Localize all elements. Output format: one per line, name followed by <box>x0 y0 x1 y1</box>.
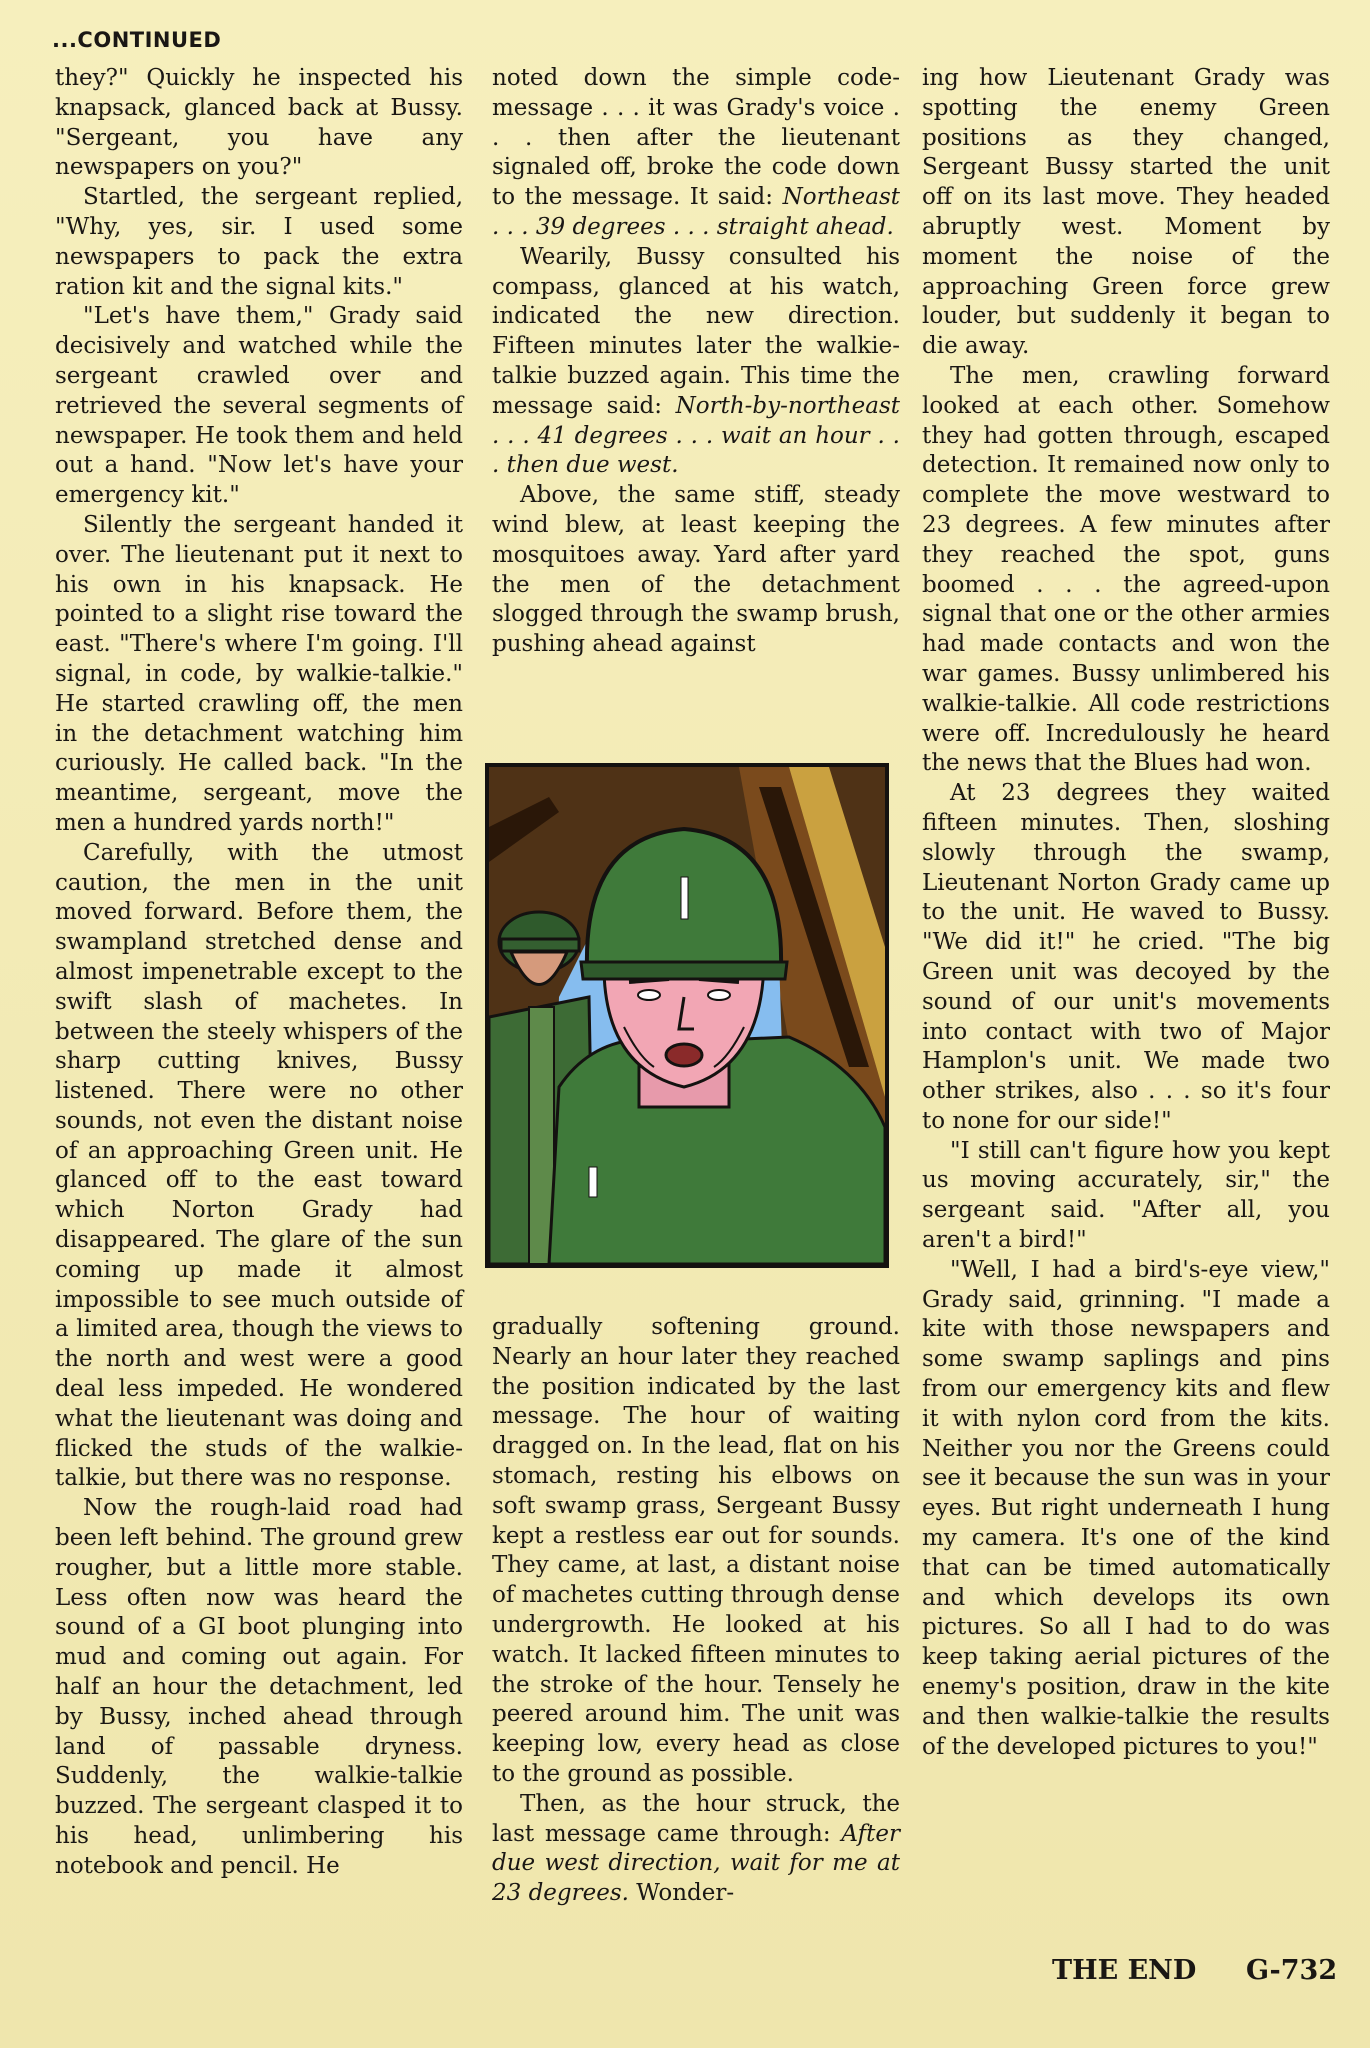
paragraph: The men, crawling forward looked at each other. Somehow they had gotten through, escaped detection. It remained now only to complete the move westward to 23 degrees. A few minutes after they reached the spot, guns boomed . . . the agreed-upon signal that one or the other armies had made contacts and won the war games. Bussy unlimbered his walkie-talkie. All code restrictions were off. Incredulously he heard the news that the Blues had won. <box>922 362 1330 777</box>
paragraph-text: Wearily, Bussy consulted his compass, glanced at his watch, indicated the new direction. Fifteen minutes later the walkie-talkie buzzed again. This time the message said: <box>492 243 900 419</box>
comic-panel-illustration <box>485 763 889 1268</box>
paragraph: At 23 degrees they waited fifteen minutes. Then, sloshing slowly through the swamp, Lieutenant Norton Grady came up to the unit. He waved to Bussy. "We did it!" he cried. "The big Green unit was decoyed by the sound of our unit's movements into contact with two of Major Hamplon's unit. We made two other strikes, also . . . so it's four to none for our side!" <box>922 780 1330 1134</box>
paragraph: ing how Lieutenant Grady was spotting the enemy Green positions as they changed, Sergeant Bussy started the unit off on its last move. They headed abruptly west. Moment by moment the noise of the approaching Green force grew louder, but suddenly it began to die away. <box>922 65 1330 360</box>
soldiers-illustration <box>489 767 885 1264</box>
page-code: G-732 <box>1246 1955 1338 1986</box>
paragraph: "I still can't figure how you kept us moving accurately, sir," the sergeant said. "After all, you aren't a bird!" <box>922 1137 1330 1254</box>
paragraph-text: Then, as the hour struck, the last message came through: <box>492 1790 900 1847</box>
text-column-1 <box>55 64 463 1882</box>
text-column-2-top <box>492 64 900 660</box>
paragraph <box>492 1790 900 1909</box>
the-end-label: THE END <box>1052 1955 1197 1986</box>
paragraph: they?" Quickly he inspected his knapsack, glanced back at Bussy. "Sergeant, you have any newspapers on you?" <box>55 65 463 181</box>
paragraph <box>492 243 900 481</box>
paragraph: "Well, I had a bird's-eye view," Grady said, grinning. "I made a kite with those newspapers and some swamp saplings and pins from our emergency kits and flew it with nylon cord from the kits. Neither you nor the Greens could see it because the sun was in your eyes. But right underneath I hung my camera. It's one of the kind that can be timed automatically and which develops its own pictures. So all I had to do was keep taking aerial pictures of the enemy's position, draw in the kite and then walkie-talkie the results of the developed pictures to you!" <box>922 1256 1330 1760</box>
text-column-2-bottom <box>492 1313 900 1909</box>
paragraph: Carefully, with the utmost caution, the men in the unit moved forward. Before them, the swampland stretched dense and almost impenetrable except to the swift slash of machetes. In between the steely whispers of the sharp cutting knives, Bussy listened. There were no other sounds, not even the distant noise of an approaching Green unit. He glanced off to the east toward which Norton Grady had disappeared. The glare of the sun coming up made it almost impossible to see much outside of a limited area, though the views to the north and west were a good deal less impeded. He wondered what the lieutenant was doing and flicked the studs of the walkie-talkie, but there was no response. <box>55 839 463 1492</box>
code-message: Northeast . . . 39 degrees . . . straight ahead. <box>492 184 900 240</box>
paragraph: Startled, the sergeant replied, "Why, yes, sir. I used some newspapers to pack the extra ration kit and the signal kits." <box>55 184 463 300</box>
code-message: After due west direction, wait for me at 23 degrees. <box>492 1820 900 1907</box>
paragraph: Now the rough-laid road had been left behind. The ground grew rougher, but a little more stable. Less often now was heard the sound of a GI boot plunging into mud and coming out again. For half an hour the detachment, led by Bussy, inched ahead through land of passable dryness. Suddenly, the walkie-talkie buzzed. The sergeant clasped it to his head, unlimbering his notebook and pencil. He <box>55 1495 463 1879</box>
code-message: North-by-northeast . . . 41 degrees . . . wait an hour . . . then due west. <box>492 392 900 479</box>
text-column-3 <box>922 64 1330 1762</box>
paragraph: Silently the sergeant handed it over. The lieutenant put it next to his own in his knapsack. He pointed to a slight rise toward the east. "There's where I'm going. I'll signal, in code, by walkie-talkie." He started crawling off, the men in the detachment watching him curiously. He called back. "In the meantime, sergeant, move the men a hundred yards north!" <box>55 511 463 836</box>
paragraph: gradually softening ground. Nearly an hour later they reached the position indicated by the last message. The hour of waiting dragged on. In the lead, flat on his stomach, resting his elbows on soft swamp grass, Sergeant Bussy kept a restless ear out for sounds. They came, at last, a distant noise of machetes cutting through dense undergrowth. He looked at his watch. It lacked fifteen minutes to the stroke of the hour. Tensely he peered around him. The unit was keeping low, every head as close to the ground as possible. <box>492 1314 900 1787</box>
paragraph <box>492 64 900 243</box>
paragraph-text: noted down the simple code-message . . . it was Grady's voice . . . then after the lieutenant signaled off, broke the code down to the message. It said: <box>492 65 900 211</box>
paragraph-text: Wonder- <box>628 1880 735 1907</box>
paragraph: Above, the same stiff, steady wind blew, at least keeping the mosquitoes away. Yard after yard the men of the detachment slogged through the swamp brush, pushing ahead against <box>492 482 900 658</box>
paragraph: "Let's have them," Grady said decisively and watched while the sergeant crawled over and retrieved the several segments of newspaper. He took them and held out a hand. "Now let's have your emergency kit." <box>55 303 463 509</box>
continued-label: ...CONTINUED <box>52 28 222 52</box>
